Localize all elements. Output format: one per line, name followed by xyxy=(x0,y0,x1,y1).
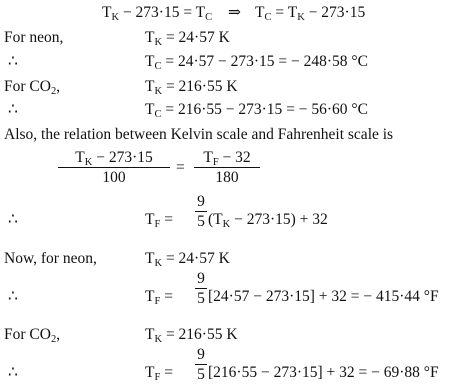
nine-fifths-fraction: 9 5 xyxy=(195,271,207,307)
nine-fifths-fraction: 9 5 xyxy=(195,347,207,383)
nine-fifths-fraction: 9 5 xyxy=(195,194,207,230)
therefore-symbol: ∴ xyxy=(8,211,18,228)
fahrenheit-fraction: $T_F - 32$ 180 xyxy=(194,150,260,186)
equals-sign: = xyxy=(176,159,185,176)
co2-tf-rhs: [216·55 − 273·15] + 32 = − 69·88 °F xyxy=(208,364,439,381)
co2-tf-lhs: $T_F$ = xyxy=(145,364,173,383)
relation-text: Also, the relation between Kelvin scale and Fahrenheit scale is xyxy=(4,126,394,143)
implies-arrow: ⇒ xyxy=(228,4,242,21)
co2-label-2: For $CO_2$, xyxy=(4,326,61,345)
tf-formula-lhs: $T_F$ = xyxy=(145,211,173,230)
kelvin-fraction: $T_K - 273\cdot 15$ 100 xyxy=(58,150,170,186)
now-neon-label: Now, for neon, xyxy=(4,250,97,267)
neon-tk-2: $T_K = 24\cdot 57$ K xyxy=(145,250,230,269)
therefore-symbol: ∴ xyxy=(8,288,18,305)
co2-tk-2: $T_K = 216\cdot 55$ K xyxy=(145,326,238,345)
co2-tk: $T_K = 216\cdot 55$ K xyxy=(145,78,238,97)
neon-tk: $T_K = 24\cdot 57$ K xyxy=(145,29,230,48)
neon-tf-lhs: $T_F$ = xyxy=(145,288,173,307)
fraction-bar xyxy=(58,167,170,168)
therefore-symbol: ∴ xyxy=(8,53,18,70)
neon-tf-rhs: [24·57 − 273·15] + 32 = − 415·44 °F xyxy=(208,288,439,305)
neon-label: For neon, xyxy=(4,29,64,46)
fraction-bar xyxy=(194,167,260,168)
therefore-symbol: ∴ xyxy=(8,101,18,118)
tf-formula-rhs: $(T_K - 273\cdot 15) + 32$ xyxy=(208,211,328,230)
co2-tc: $T_C = 216\cdot 55 - 273\cdot 15$ = − 56·60 °C xyxy=(145,101,368,120)
co2-label: For $CO_2$, xyxy=(4,78,61,97)
kelvin-celsius-relation: $T_K - 273\cdot 15 = T_C$ ⇒ $T_C = T_K - 273\cdot 15$ xyxy=(102,4,366,23)
therefore-symbol: ∴ xyxy=(8,364,18,381)
neon-tc: $T_C = 24\cdot 57 - 273\cdot 15$ = − 248·58 °C xyxy=(145,53,368,72)
